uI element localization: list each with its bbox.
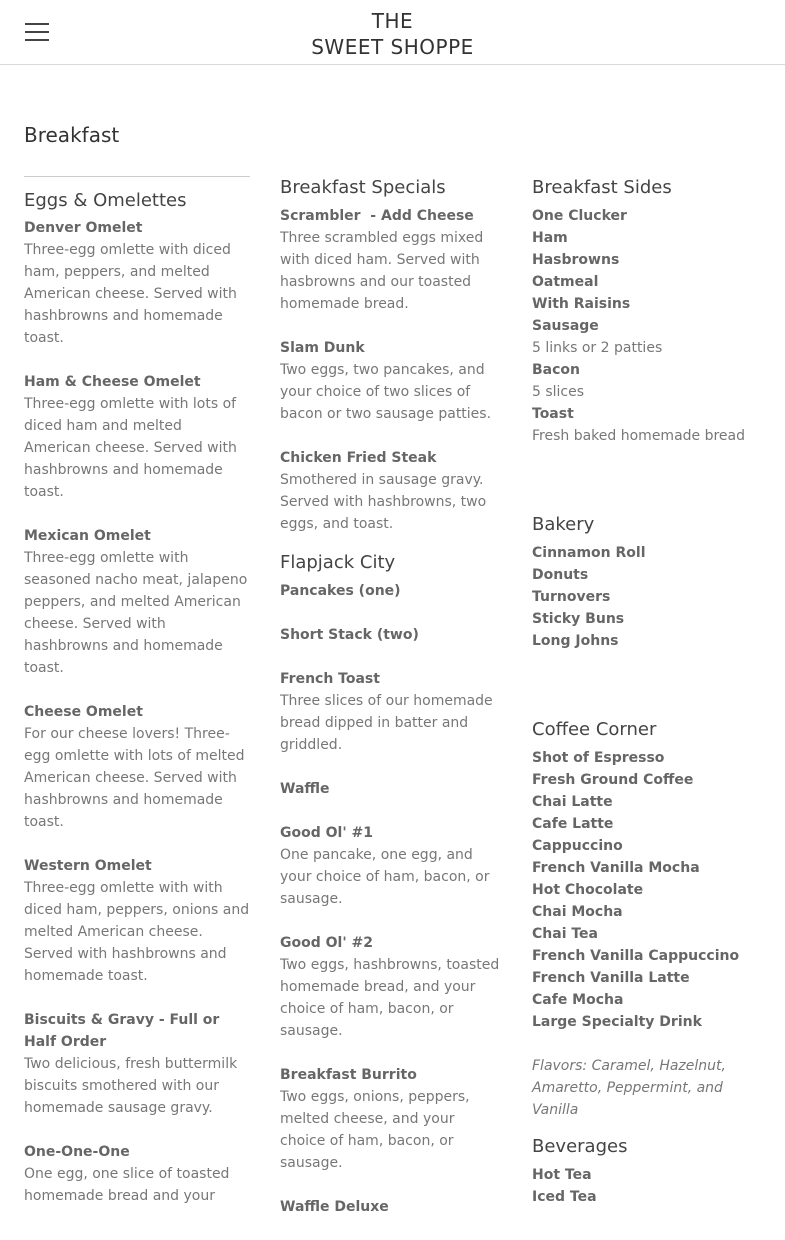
- menu-item: [24, 525, 250, 679]
- menu-item: [280, 1064, 502, 1174]
- side-item: Bacon: [532, 362, 581, 378]
- section-title: Bakery: [532, 514, 595, 535]
- item-desc: Three slices of our homemade bread dipped in batter and griddled.: [280, 693, 493, 753]
- menu-item: [24, 701, 250, 833]
- bakery-item: Sticky Buns: [532, 611, 625, 627]
- coffee-item: Shot of Espresso: [532, 750, 665, 766]
- menu-item: [24, 1009, 250, 1119]
- bakery-item: Turnovers: [532, 589, 611, 605]
- item-desc: Smothered in sausage gravy. Served with hashbrowns, two eggs, and toast.: [280, 472, 487, 532]
- coffee-item: Fresh Ground Coffee: [532, 772, 694, 788]
- item-name: Mexican Omelet: [24, 528, 151, 544]
- side-item: Sausage: [532, 318, 599, 334]
- specials-column: [280, 176, 502, 1240]
- item-name: Scrambler - Add Cheese: [280, 208, 474, 224]
- beverage-item: Iced Tea: [532, 1189, 597, 1205]
- item-desc: Two eggs, onions, peppers, melted cheese, and your choice of ham, bacon, or sausage.: [280, 1089, 470, 1171]
- bakery-item: Long Johns: [532, 633, 619, 649]
- item-name: One-One-One: [24, 1144, 130, 1160]
- item-name: Waffle: [280, 781, 330, 797]
- item-desc: For our cheese lovers! Three-egg omlette with lots of melted American cheese. Served with hashbrowns and homemade toast.: [24, 726, 245, 830]
- menu-item: [24, 1141, 250, 1207]
- flavors-note: Flavors: Caramel, Hazelnut, Amaretto, Peppermint, and Vanilla: [532, 1058, 726, 1118]
- item-desc: Two eggs, hashbrowns, toasted homemade bread, and your choice of ham, bacon, or sausage.: [280, 957, 500, 1039]
- item-desc: Three-egg omlette with lots of diced ham and melted American cheese. Served with hashbrowns and homemade toast.: [24, 396, 237, 500]
- site-header: [0, 0, 785, 65]
- side-note: Fresh baked homemade bread: [532, 428, 746, 444]
- menu-item: [280, 778, 502, 800]
- menu-item: [280, 624, 502, 646]
- section-title: Breakfast Specials: [280, 177, 446, 198]
- sides-list: [532, 205, 768, 447]
- site-title-line2: SWEET SHOPPE: [311, 35, 474, 59]
- coffee-item: Cafe Latte: [532, 816, 614, 832]
- side-item: Toast: [532, 406, 574, 422]
- item-name: Western Omelet: [24, 858, 152, 874]
- coffee-item: Chai Mocha: [532, 904, 623, 920]
- item-desc: Two delicious, fresh buttermilk biscuits smothered with our homemade sausage gravy.: [24, 1056, 238, 1116]
- item-desc: One egg, one slice of toasted homemade bread and your: [24, 1166, 230, 1204]
- item-name: Waffle Deluxe: [280, 1199, 389, 1215]
- coffee-item: Cappuccino: [532, 838, 623, 854]
- menu-item: [24, 855, 250, 987]
- item-desc: Three-egg omlette with with diced ham, peppers, onions and melted American cheese. Served with hashbrowns and homemade toast.: [24, 880, 250, 984]
- item-extra: - Add Cheese: [360, 208, 474, 224]
- coffee-item: Large Specialty Drink: [532, 1014, 702, 1030]
- side-note: 5 slices: [532, 384, 585, 400]
- bakery-item: Donuts: [532, 567, 589, 583]
- item-name: Chicken Fried Steak: [280, 450, 437, 466]
- section-title: Breakfast Sides: [532, 177, 672, 198]
- coffee-item: Chai Tea: [532, 926, 598, 942]
- item-desc: One pancake, one egg, and your choice of ham, bacon, or sausage.: [280, 847, 490, 907]
- menu-item: [280, 668, 502, 756]
- bakery-item: Cinnamon Roll: [532, 545, 646, 561]
- bakery-list: [532, 542, 768, 652]
- section-title: Eggs & Omelettes: [24, 190, 187, 211]
- site-title[interactable]: [0, 8, 785, 60]
- menu-item: [280, 1196, 502, 1218]
- item-name: Breakfast Burrito: [280, 1067, 417, 1083]
- item-name: Cheese Omelet: [24, 704, 143, 720]
- item-desc: Three-egg omlette with seasoned nacho meat, jalapeno peppers, and melted American cheese. Served with hashbrowns and homemade toast.: [24, 550, 248, 676]
- section-title: Flapjack City: [280, 552, 396, 573]
- coffee-item: Hot Chocolate: [532, 882, 644, 898]
- menu-item: [280, 337, 502, 425]
- section-title: Beverages: [532, 1136, 628, 1157]
- coffee-item: French Vanilla Latte: [532, 970, 690, 986]
- item-desc: Three-egg omlette with diced ham, peppers, and melted American cheese. Served with hashbrowns and homemade toast.: [24, 242, 237, 346]
- menu-item: [280, 932, 502, 1042]
- menu-item: [280, 580, 502, 602]
- item-name: Pancakes (one): [280, 583, 401, 599]
- coffee-item: Cafe Mocha: [532, 992, 624, 1008]
- coffee-item: French Vanilla Cappuccino: [532, 948, 740, 964]
- menu-item: [280, 822, 502, 910]
- item-name: Ham & Cheese Omelet: [24, 374, 201, 390]
- menu-item: [24, 371, 250, 503]
- item-name: Short Stack (two): [280, 627, 419, 643]
- item-name: French Toast: [280, 671, 380, 687]
- side-item: Oatmeal: [532, 274, 599, 290]
- coffee-list: [532, 747, 768, 1033]
- menu-item: [280, 447, 502, 535]
- side-item: Hasbrowns: [532, 252, 620, 268]
- beverage-item: Hot Tea: [532, 1167, 592, 1183]
- menu-item: [24, 217, 250, 349]
- side-note: 5 links or 2 patties: [532, 340, 663, 356]
- beverages-list: [532, 1164, 768, 1208]
- side-item: With Raisins: [532, 296, 631, 312]
- coffee-item: Chai Latte: [532, 794, 613, 810]
- item-name: Denver Omelet: [24, 220, 143, 236]
- item-name: Good Ol' #2: [280, 935, 373, 951]
- coffee-item: French Vanilla Mocha: [532, 860, 700, 876]
- menu-item: [280, 205, 502, 315]
- page-title: Breakfast: [24, 123, 120, 147]
- sides-column: [532, 176, 768, 1208]
- item-name: Biscuits & Gravy - Full or Half Order: [24, 1012, 220, 1050]
- item-desc: Two eggs, two pancakes, and your choice of two slices of bacon or two sausage patties.: [280, 362, 492, 422]
- side-item: Ham: [532, 230, 568, 246]
- item-desc: Three scrambled eggs mixed with diced ham. Served with hasbrowns and our toasted homemade bread.: [280, 230, 484, 312]
- item-name: Slam Dunk: [280, 340, 365, 356]
- eggs-omelettes-section: [24, 176, 250, 1229]
- section-title: Coffee Corner: [532, 719, 657, 740]
- side-item: One Clucker: [532, 208, 627, 224]
- site-title-line1: THE: [371, 9, 414, 33]
- item-name: Good Ol' #1: [280, 825, 373, 841]
